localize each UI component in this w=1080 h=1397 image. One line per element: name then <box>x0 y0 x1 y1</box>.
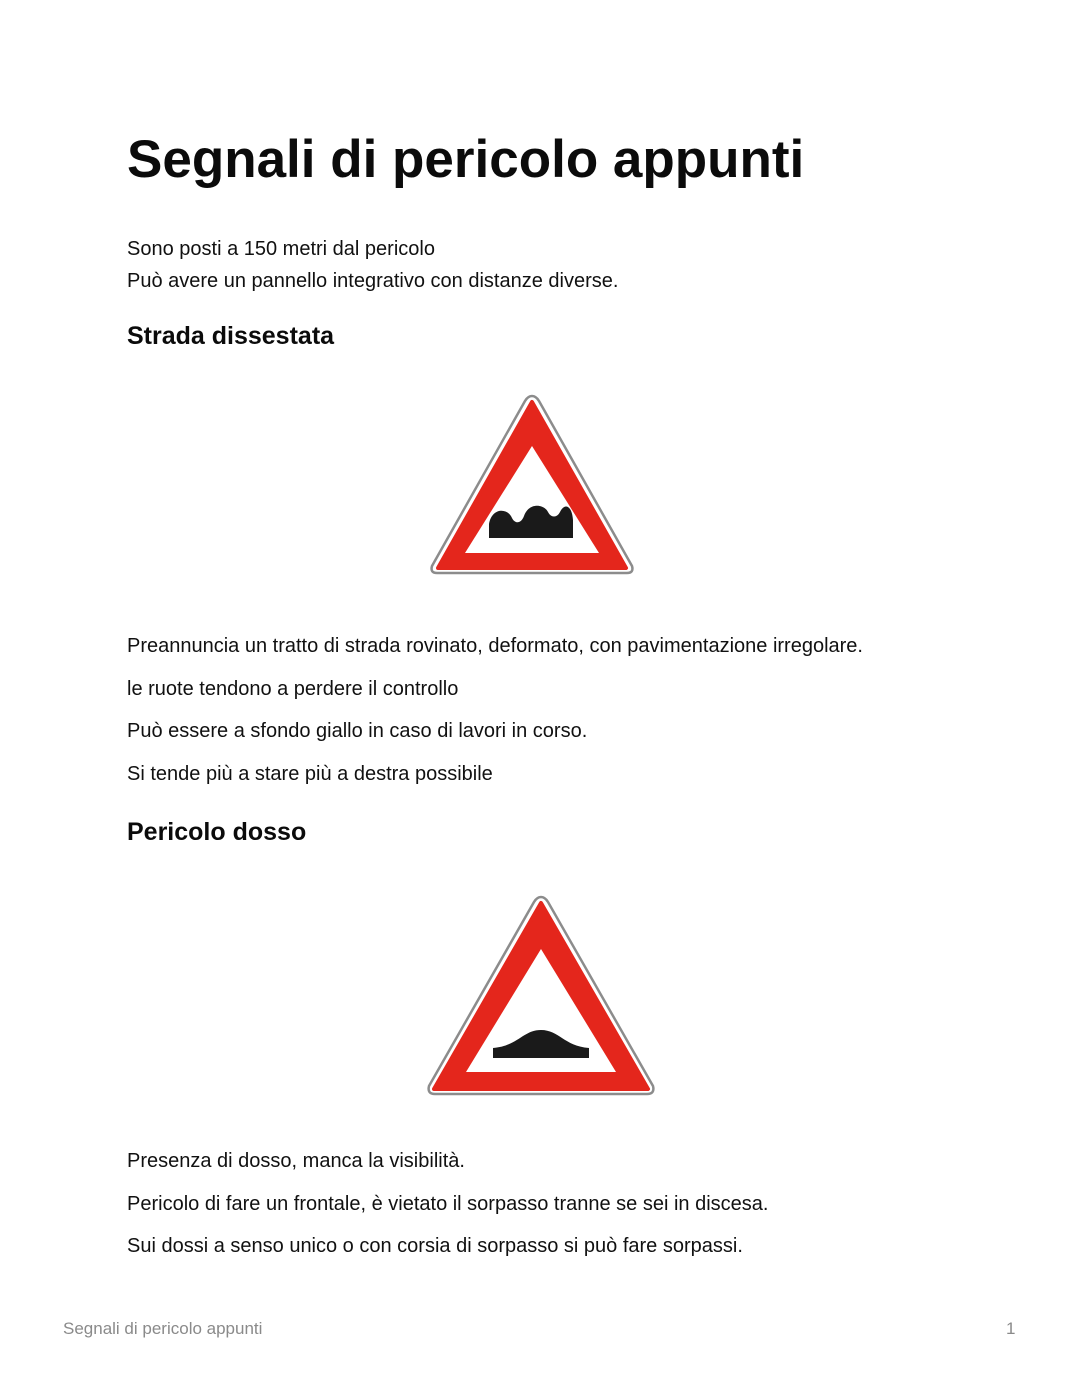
section-body-strada-dissestata <box>127 634 863 804</box>
footer-page-number: 1 <box>1006 1319 1016 1338</box>
paragraph: Sui dossi a senso unico o con corsia di sorpasso si può fare sorpassi. <box>127 1235 743 1257</box>
intro-line: Sono posti a 150 metri dal pericolo <box>127 238 435 260</box>
intro-line: Può avere un pannello integrativo con distanze diverse. <box>127 270 619 292</box>
section-heading-strada-dissestata: Strada dissestata <box>127 322 335 350</box>
uneven-road-warning-sign-icon <box>426 390 638 578</box>
paragraph: Può essere a sfondo giallo in caso di lavori in corso. <box>127 720 588 742</box>
paragraph: Si tende più a stare più a destra possibile <box>127 762 493 785</box>
section-body-pericolo-dosso <box>127 1149 768 1277</box>
section-heading-pericolo-dosso: Pericolo dosso <box>127 818 307 846</box>
page-title: Segnali di pericolo appunti <box>127 130 805 189</box>
intro-text <box>127 233 618 297</box>
paragraph: Presenza di dosso, manca la visibilità. <box>127 1150 465 1172</box>
footer-document-title: Segnali di pericolo appunti <box>63 1319 263 1338</box>
speed-bump-warning-sign-icon <box>423 892 659 1100</box>
paragraph: le ruote tendono a perdere il controllo <box>127 677 459 700</box>
paragraph: Preannuncia un tratto di strada rovinato, deformato, con pavimentazione irregolare. <box>127 635 863 657</box>
paragraph: Pericolo di fare un frontale, è vietato il sorpasso tranne se sei in discesa. <box>127 1192 769 1215</box>
